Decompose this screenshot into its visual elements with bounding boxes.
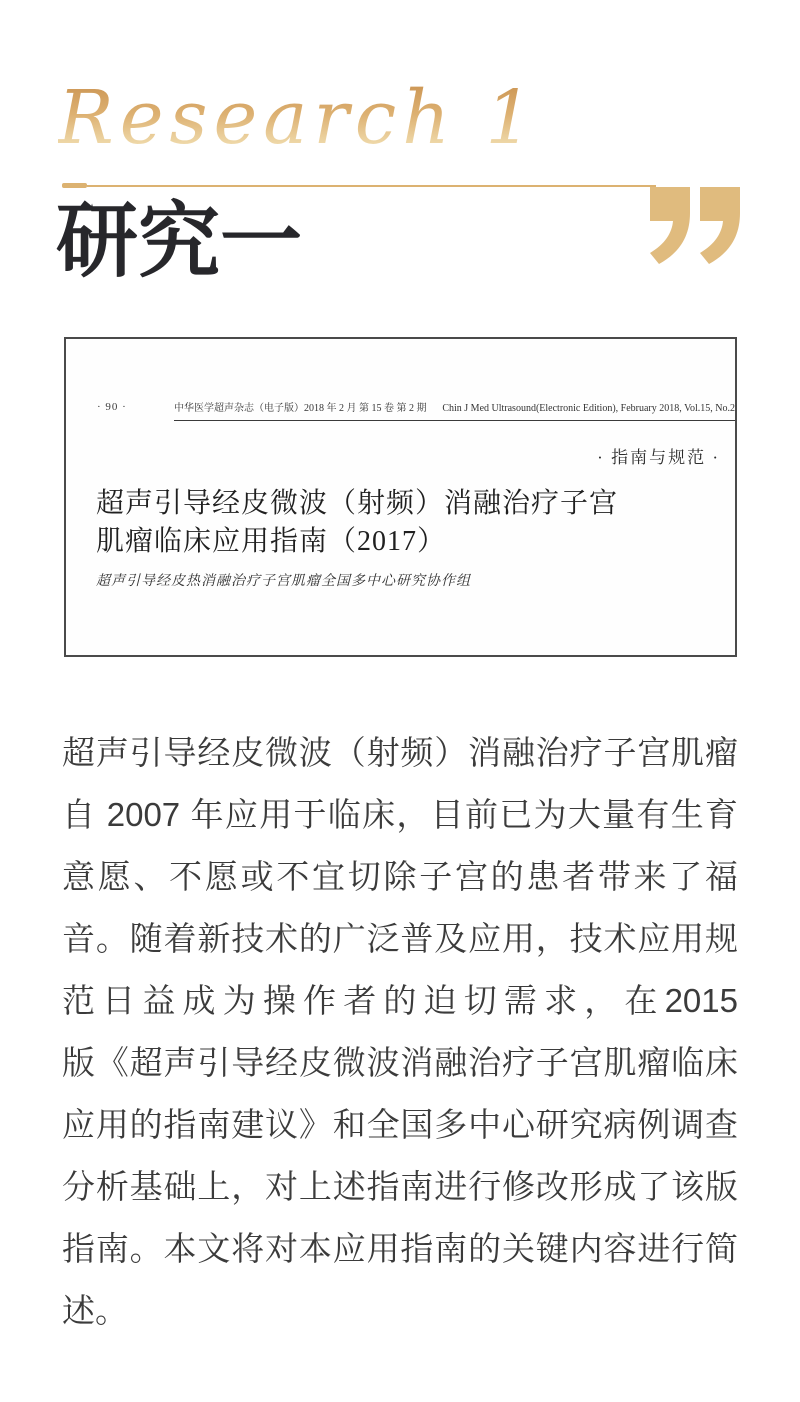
journal-article-title-line2: 肌瘤临床应用指南（2017） <box>96 526 447 557</box>
journal-masthead-en: Chin J Med Ultrasound(Electronic Edition), February 2018, Vol.15, No.2 <box>442 403 735 414</box>
journal-article-title-line1: 超声引导经皮微波（射频）消融治疗子宫 <box>96 488 619 519</box>
paragraph-line: 应用的指南建议》和全国多中心研究病例调查 <box>62 1106 738 1143</box>
journal-page-number: · 90 · <box>97 401 127 413</box>
paragraph-line: 版《超声引导经皮微波消融治疗子宫肌瘤临床 <box>62 1044 738 1081</box>
eyebrow-script-text: Research 1 <box>58 75 539 161</box>
paragraph-line: 述。 <box>62 1292 128 1329</box>
section-title: 研究一 <box>56 193 303 289</box>
journal-masthead-zh: 中华医学超声杂志（电子版）2018 年 2 月 第 15 卷 第 2 期 <box>174 403 427 414</box>
journal-article-title <box>96 485 618 561</box>
closing-quote-icon <box>650 187 742 264</box>
paragraph-line: 范日益成为操作者的迫切需求，在2015 <box>62 982 738 1019</box>
divider-rule <box>87 185 656 187</box>
journal-article-authors: 超声引导经皮热消融治疗子宫肌瘤全国多中心研究协作组 <box>96 574 471 589</box>
paragraph-line: 意愿、不愿或不宜切除子宫的患者带来了福 <box>62 858 738 895</box>
journal-masthead <box>174 399 735 421</box>
journal-page-image[interactable] <box>64 337 737 657</box>
paragraph-line: 指南。本文将对本应用指南的关键内容进行简 <box>62 1230 738 1267</box>
body-paragraph <box>62 722 738 1342</box>
divider-dash <box>62 183 87 188</box>
paragraph-line: 音。随着新技术的广泛普及应用，技术应用规 <box>62 920 738 957</box>
paragraph-line: 超声引导经皮微波（射频）消融治疗子宫肌瘤 <box>62 734 738 771</box>
accent-divider-line <box>62 182 656 189</box>
paragraph-line: 自 2007 年应用于临床，目前已为大量有生育 <box>62 796 738 833</box>
paragraph-line: 分析基础上，对上述指南进行修改形成了该版 <box>62 1168 738 1205</box>
journal-section-label: · 指南与规范 · <box>597 448 720 467</box>
